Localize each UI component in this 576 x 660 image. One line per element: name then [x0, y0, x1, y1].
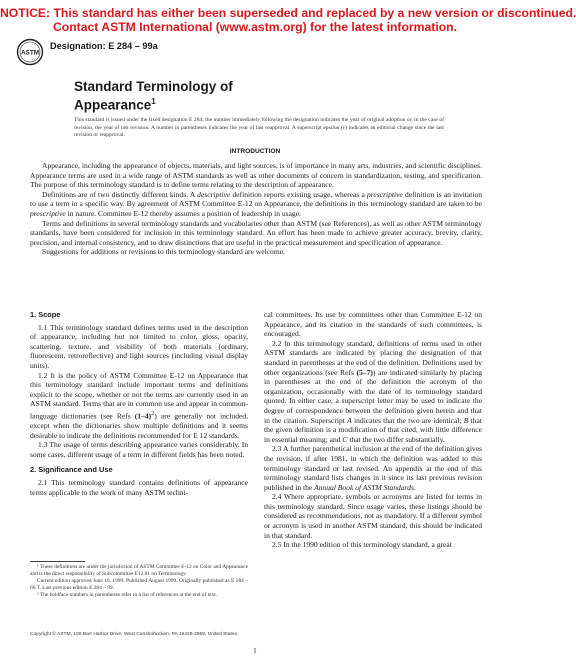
paragraph-2-1: 2.1 This terminology standard contains definitions of appearance terms applicable to the work of many ASTM techni- [30, 478, 248, 497]
intro-paragraph-1: Appearance, including the appearance of objects, materials, and light sources, is of importance in many arts, industries, and scientific disciplines. Appearance terms are used in a wide range of ASTM standards as well as other documents of concern in standardization, testing, and specification. The purpose of this terminology standard is to define terms relating to the description of appearance. [30, 161, 482, 190]
paragraph-1-3: 1.3 The usage of terms describing appearance varies considerably. In some cases, different usage of a term in different fields has been noted. [30, 440, 248, 459]
footnote-1: ¹ These definitions are under the jurisdiction of ASTM Committee E-12 on Color and Appearance and is the direct responsibility of Subcommittee E12.01 on Terminology. [30, 564, 248, 577]
notice-line-2: Contact ASTM International (www.astm.org) for the latest information. [52, 20, 457, 34]
paragraph-2-1-continued: cal committees. Its use by committees other than Committee E-12 on Appearance, and its citation in the standards of such committees, is encouraged. [264, 310, 482, 339]
paragraph-2-4: 2.4 Where appropriate, symbols or acronyms are listed for terms in this terminology standard. Since usage varies, these listings should be considered as recommendations, not as mandatory. If a different symbol or acronym is used in another ASTM standard, this should be indicated in that standard. [264, 492, 482, 540]
right-column [264, 310, 482, 550]
footnote-1-edition: Current edition approved June 10, 1999. Published August 1999. Originally published as E 284 – 66 T. Last previous edition E 284 – 99. [30, 578, 248, 591]
title-footnote-mark: 1 [151, 97, 156, 106]
title-line-2: Appearance [74, 97, 152, 113]
paragraph-2-3: 2.3 A further parenthetical inclusion at the end of the definition gives the revision, if after 1981, in which the definition was added to this terminology standard or last revised. An appendix at the end of this terminology standard lists changes in it since its last previous revision published in the Annual Book of ASTM Standards. [264, 444, 482, 492]
intro-paragraph-3: Terms and definitions in several terminology standards and vocabularies other than ASTM (see References), as well as other ASTM terminology standards, have been considered for inclusion in this terminology standard. An effort has been made to achieve greater accuracy, brevity, clarity, precision, and internal consistency, and to draw distinctions that are useful in the practical measurement and specification of appearance. [30, 218, 482, 247]
designation: Designation: E 284 – 99a [50, 41, 158, 51]
footnote-2: ² The boldface numbers in parentheses refer to a list of references at the end of text. [37, 592, 218, 599]
astm-logo [16, 38, 44, 66]
paragraph-1-2: 1.2 It is the policy of ASTM Committee E-12 on Appearance that this terminology standard include important terms and definitions explicit to the scope, whether or not the terms are currently used in an ASTM standard. Terms that are in common use and appear in common-language dictionaries (see Refs $(1-4)^2$) are generally not included, except when the dictionaries show multiple definitions and it seems desirable to indicate the definitions recommended for E 12 standards. [30, 370, 248, 440]
paragraph-1-1: 1.1 This terminology standard defines terms used in the description of appearance, including but not limited to color, gloss, opacity, scattering, texture, and visibility of both materials (ordinary, fluorescent, retroreflective) and light sources (including visual display units). [30, 322, 248, 370]
intro-paragraph-4: Suggestions for additions or revisions to this terminology standard are welcome. [42, 247, 285, 257]
svg-text:ASTM: ASTM [20, 49, 40, 57]
footnotes [30, 564, 248, 600]
introduction-heading: INTRODUCTION [229, 148, 281, 155]
title-line-1: Standard Terminology of [74, 79, 233, 94]
page-number: 1 [253, 648, 257, 655]
scope-heading: 1. Scope [30, 310, 61, 319]
issue-note: This standard is issued under the fixed designation E 284; the number immediately following the designation indicates the year of original adoption or, in the case of revision, the year of last revision. A number in parentheses indicates the year of last reapproval. A superscript epsilon (ε) indicates an editorial change since the last revision or reapproval. [74, 117, 444, 139]
notice-line-1: NOTICE: This standard has either been superseded and replaced by a new version or discontinued. [0, 6, 576, 20]
significance-heading: 2. Significance and Use [30, 465, 113, 475]
footnote-divider [30, 561, 85, 562]
intro-paragraph-2: Definitions are of two distinctly different kinds. A descriptive definition reports existing usage, whereas a prescriptive definition is an invitation to use a term in a specific way. By agreement of ASTM Committee E-12 on Appearance, the definitions in this terminology standard are taken to be prescriptive in nature. Committee E-12 thereby assumes a position of leadership in usage. [30, 189, 482, 218]
paragraph-2-5: 2.5 In the 1990 edition of this terminology standard, a great [272, 540, 452, 550]
paragraph-2-2: 2.2 In this terminology standard, definitions of terms used in other ASTM standards are indicated by placing the designation of that standard in parentheses at the end of the definition. Definitions used by other organizations (see Refs (5–7)) are indicated similarly by placing in parentheses at the end of the definition the acronym of the organization, occasionally with the date of its terminology standard quoted. In either case, a superscript letter may be used to indicate the degree of correspondence between the definition given herein and that in the citation. Superscript A indicates that the two are identical; B that the given definition is a modification of that cited, with little difference in essential meaning; and C that the two differ substantially. [264, 338, 482, 444]
left-column [30, 310, 248, 497]
introduction [30, 161, 482, 257]
copyright: Copyright © ASTM, 100 Barr Harbor Drive, West Conshohocken, PA 19428-2959, United States. [30, 632, 239, 637]
document-title [74, 79, 233, 113]
supersession-notice [0, 6, 576, 34]
